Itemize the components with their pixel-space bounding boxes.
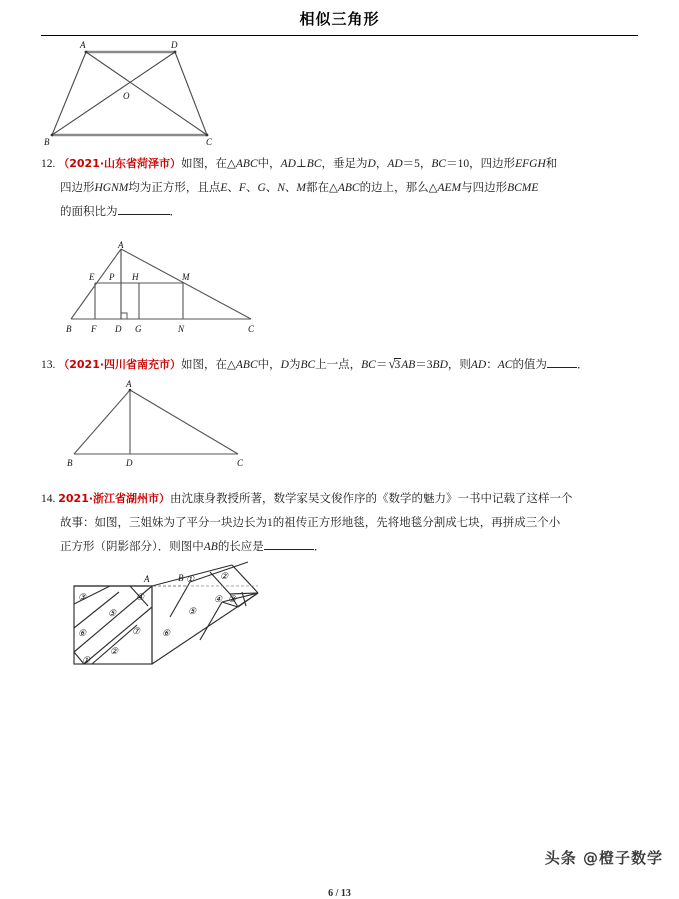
math-variable: BD xyxy=(432,359,448,371)
math-number: ： xyxy=(486,359,498,371)
figure-label-M: M xyxy=(182,272,190,282)
text-run: 为 xyxy=(288,357,301,371)
text-run: ，垂足为 xyxy=(321,156,368,170)
piece-number-2b: ② xyxy=(220,571,229,581)
math-variable: M xyxy=(296,182,307,194)
text-run: 、 xyxy=(227,180,239,194)
answer-blank[interactable] xyxy=(264,538,314,550)
text-run: 如图，在△ xyxy=(181,156,236,170)
text-run: 均为正方形，且点 xyxy=(128,180,221,194)
math-variable: BC xyxy=(300,359,316,371)
figure-triangle-cevian xyxy=(66,378,266,470)
text-run: 和 xyxy=(545,156,558,170)
math-number: 1 xyxy=(267,517,273,529)
math-variable: AD xyxy=(387,158,403,170)
math-variable: BC xyxy=(361,359,376,371)
header-divider xyxy=(41,35,638,36)
piece-number-3: ③ xyxy=(78,592,87,602)
text-run: 的祖传正方形地毯，先将地毯分割成七块，再拼成三个小 xyxy=(272,515,561,529)
math-number: ＝ xyxy=(375,359,388,371)
figure-label-P: P xyxy=(109,272,115,282)
text-run: 与四边形 xyxy=(461,180,508,194)
figure-label-B: B xyxy=(44,137,50,147)
question-source: （2021·山东省菏泽市） xyxy=(58,157,182,170)
text-run: 、 xyxy=(265,180,278,194)
math-number: ＝3 xyxy=(415,359,433,371)
question-source: 2021·浙江省湖州市） xyxy=(58,492,171,505)
figure-label-B: B xyxy=(67,458,73,468)
math-number: ⊥ xyxy=(295,158,307,170)
text-run: 由沈康身教授所著，数学家吴文俊作序的《数学的魅力》一书中记载了这样一个 xyxy=(170,491,573,505)
math-variable: N xyxy=(277,182,285,194)
question-number: 12. xyxy=(41,158,59,170)
page-title: 相似三角形 xyxy=(299,10,380,28)
text-run: 上一点， xyxy=(315,357,362,371)
text-run: 中， xyxy=(257,357,281,371)
piece-number-5b: ⑤ xyxy=(188,606,197,616)
math-variable: AEM xyxy=(437,182,462,194)
piece-number-4: ④ xyxy=(136,592,145,602)
figure-label-O: O xyxy=(123,91,130,101)
piece-number-6b: ⑥ xyxy=(162,628,171,638)
text-run: 、 xyxy=(245,180,258,194)
question-line xyxy=(41,511,641,535)
text-run: 都在△ xyxy=(306,180,338,194)
page-number: 6 / 13 xyxy=(328,888,351,899)
text-run: 故事：如图，三姐妹为了平分一块边长为 xyxy=(60,515,267,529)
answer-blank[interactable] xyxy=(118,203,170,215)
answer-blank[interactable] xyxy=(547,356,577,368)
figure-label-F: F xyxy=(91,324,97,334)
figure-label-C: C xyxy=(248,324,255,334)
text-run: 中， xyxy=(257,156,281,170)
math-variable: F xyxy=(238,182,246,194)
question-line xyxy=(41,535,641,559)
question-line xyxy=(41,152,641,176)
piece-number-5: ⑤ xyxy=(108,608,117,618)
figure-label-N: N xyxy=(178,324,185,334)
text-run: 的值为 xyxy=(512,357,547,371)
figure-label-A: A xyxy=(118,240,124,250)
figure-label-A: A xyxy=(80,40,86,50)
figure-label-D: D xyxy=(126,458,133,468)
piece-number-4b: ④ xyxy=(214,594,223,604)
piece-number-6: ⑥ xyxy=(78,628,87,638)
figure-label-A: A xyxy=(126,379,132,389)
figure-triangle-with-squares xyxy=(66,240,266,335)
text-run: ． xyxy=(169,204,181,218)
piece-number-3b: ③ xyxy=(228,594,237,604)
math-variable: ABC xyxy=(337,182,360,194)
math-variable: G xyxy=(257,182,266,194)
figure-label-D: D xyxy=(171,40,178,50)
figure-carpet-dissection xyxy=(62,562,362,682)
text-run: ． xyxy=(576,357,589,371)
question-line xyxy=(41,352,641,377)
figure-label-D: D xyxy=(115,324,122,334)
question-12 xyxy=(41,152,641,224)
math-number: ＝10 xyxy=(446,158,470,170)
piece-number-2: ② xyxy=(110,646,119,656)
question-line xyxy=(41,176,641,200)
question-source: （2021·四川省南充市） xyxy=(58,358,182,371)
question-line xyxy=(41,487,641,511)
text-run: ， xyxy=(375,156,388,170)
math-variable: D xyxy=(280,359,289,371)
math-variable: AC xyxy=(497,359,513,371)
math-variable: AB xyxy=(401,359,416,371)
figure-label-E: E xyxy=(89,272,95,282)
text-run: ， xyxy=(419,156,432,170)
text-run: 的边上，那么△ xyxy=(359,180,438,194)
figure-trapezoid-abcd xyxy=(44,38,244,148)
math-variable: BCME xyxy=(507,182,539,194)
text-run: 、 xyxy=(284,180,297,194)
math-variable: AD xyxy=(470,359,487,371)
math-variable: BC xyxy=(431,158,447,170)
math-variable: D xyxy=(367,158,376,170)
text-run: ，四边形 xyxy=(469,156,516,170)
question-number: 13. xyxy=(41,359,59,371)
math-variable: BC xyxy=(306,158,322,170)
figure-label-B: B xyxy=(178,573,184,583)
math-variable: E xyxy=(220,182,228,194)
question-line xyxy=(41,200,641,224)
question-14 xyxy=(41,487,641,559)
math-variable: EFGH xyxy=(515,158,546,170)
math-number: ＝5 xyxy=(402,158,420,170)
text-run: 的面积比为 xyxy=(60,204,118,218)
text-run: ． xyxy=(313,539,326,553)
piece-number-1: ① xyxy=(82,655,91,665)
watermark: 头条 @橙子数学 xyxy=(544,849,663,867)
piece-number-1b: ① xyxy=(186,574,195,584)
figure-label-G: G xyxy=(135,324,142,334)
square-root-expression: √3 xyxy=(388,356,401,371)
math-variable: HGNM xyxy=(94,182,129,194)
math-variable: ABC xyxy=(235,359,258,371)
figure-label-A: A xyxy=(144,574,150,584)
question-13 xyxy=(41,352,641,377)
figure-label-B: B xyxy=(66,324,72,334)
text-run: 如图，在△ xyxy=(181,357,236,371)
text-run: ，则 xyxy=(447,357,471,371)
math-variable: AB xyxy=(203,541,218,553)
math-variable: AD xyxy=(280,158,296,170)
figure-label-C: C xyxy=(237,458,244,468)
question-number: 14. xyxy=(41,493,59,505)
figure-label-C: C xyxy=(206,137,213,147)
piece-number-7: ⑦ xyxy=(132,626,141,636)
math-variable: ABC xyxy=(235,158,258,170)
figure-label-H: H xyxy=(132,272,139,282)
text-run: 四边形 xyxy=(60,180,95,194)
text-run: 正方形（阴影部分）．则图中 xyxy=(60,539,204,553)
text-run: 的长应是 xyxy=(217,539,264,553)
